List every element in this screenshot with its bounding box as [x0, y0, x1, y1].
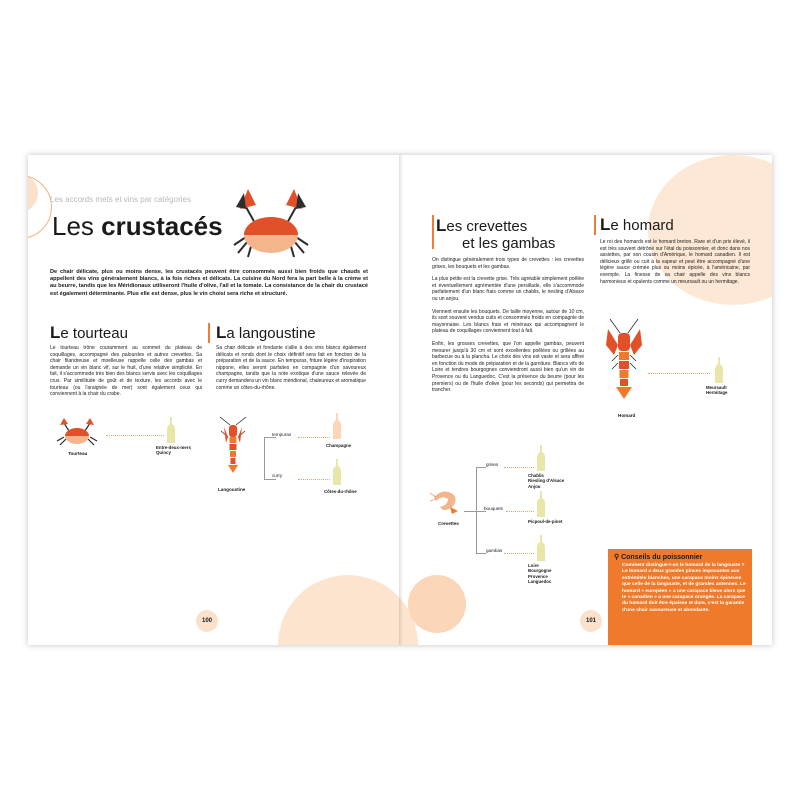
conseils-title: ⚲ Conseils du poissonnier — [614, 554, 703, 561]
tourteau-wines — [156, 445, 191, 456]
wine-item: Entre-deux-mers — [156, 445, 191, 450]
page-number-left: 100 — [196, 610, 218, 632]
crevettes-connector-3 — [504, 553, 534, 554]
crevettes-paragraph: La plus petite est la crevette grise. Très agréable simplement poêlée et éventuellement agrémentée d'une persillade, elle s'accommode parfaitement d'un blanc frais comme un chablis, le riesling d'Alsace ou un anjou. — [432, 276, 584, 302]
bottle-icon — [536, 445, 546, 471]
decor-ring-top-left — [28, 175, 52, 239]
crevettes-branch-grises: grises — [486, 462, 499, 467]
bottle-icon — [332, 413, 342, 439]
page-title-bold: crustacés — [101, 211, 223, 241]
decor-circle-bottom-center — [278, 575, 418, 645]
langoustine-icon — [218, 417, 248, 483]
shrimp-icon — [430, 487, 460, 517]
crab-illustration — [226, 185, 316, 261]
langoustine-connector-1 — [298, 437, 330, 438]
intro-text: De chair délicate, plus ou moins dense, les crustacés peuvent être consommés aussi bien froids que chauds et appellent des vins généralement blancs, à la fois riches et délicats. La cuisine du Nord fera la part belle à la crème et au beurre, tandis que les Méridionaux utiliseront l'huile d'olive, l'ail et la tomate. La consistance de la chair du crustacé est également déterminante. Plus elle est dense, plus le vin choisi sera riche et structuré. — [50, 269, 368, 297]
crevettes-wines-grises: Chablis Riesling d'Alsace Anjou — [528, 473, 565, 489]
tourteau-heading: Le tourteau — [50, 323, 128, 342]
crevettes-branch-gambas: gambas — [486, 548, 503, 553]
bottle-icon — [166, 417, 176, 443]
crevettes-connector-1 — [504, 467, 534, 468]
langoustine-heading: La langoustine — [216, 323, 316, 342]
decor-circle-bottom-center-2 — [408, 575, 466, 633]
langoustine-label: Langoustine — [218, 487, 246, 492]
crevettes-branch-vertical — [476, 467, 477, 553]
langoustine-branch-top — [264, 437, 276, 438]
conseils-box — [608, 549, 752, 645]
crevettes-branch-top — [476, 467, 486, 468]
crevettes-branch-bouquets: bouquets — [484, 506, 503, 511]
tourteau-connector — [106, 435, 164, 436]
homard-label: Homard — [618, 413, 636, 418]
lobster-icon — [604, 319, 644, 409]
bottle-icon — [714, 357, 724, 383]
bottle-icon — [536, 491, 546, 517]
crevettes-paragraph: Enfin, les grosses crevettes, que l'on appelle gambas, peuvent mesurer jusqu'à 30 cm et sont excellentes poêlées ou grillées au barbecue ou à la plancha. Le choix des vins est vaste et sera affiné en fonction du mode de préparation et de la garniture. Blancs vifs de Loire et tendres bourgognes conviendront aussi bien qu'un vin de Provence ou du Languedoc. C'est la présence du beurre (pour les premiers) ou de l'huile d'olive (pour les seconds) qui permettra de trancher. — [432, 340, 584, 394]
langoustine-branch-tempuras: tempuras — [272, 432, 292, 437]
homard-body: Le roi des homards est le homard breton. Rare et d'un prix élevé, il est très souvent détrôné sur l'étal du poissonnier, et donc dans nos assiettes, par son cousin d'Amérique, le homard canadien. Il est délicieux grillé ou cuit à la vapeur et peut être accompagné d'une légère sauce crémée plus ou moins épicée, à l'américaine, par exemple. La finesse de sa chair appelle des vins blancs harmonieux et opulents comme un meursault ou un hermitage. — [600, 239, 750, 285]
wine-item: Quincy — [156, 450, 171, 456]
crevettes-paragraph: Viennent ensuite les bouquets. De taille moyenne, autour de 10 cm, ils sont souvent vendus cuits et consommés froids en compagnie de mayonnaise. Les blancs frais et minéraux qui accompagnent le plateau de coquillages conviennent tout à fait. — [432, 308, 584, 335]
langoustine-wine-2: Côtes-du-rhône — [324, 489, 357, 494]
conseils-body: Comment distingue-t-on le homard de la langouste ? Le homard a deux grandes pinces imposantes aux extrémités blanches, une carapace moins épineuse que celle de la langouste, et de grandes antennes. Le homard « européen » a une carapace bleue alors que le « canadien » a une carapace orangée. La carapace du homard doit être épaisse et dure, c'est la garantie d'une chair savoureuse et abondante. — [622, 563, 746, 613]
crevettes-body — [432, 257, 584, 394]
langoustine-rule — [208, 323, 210, 343]
tourteau-body: Le tourteau trône couramment au sommet du plateau de coquillages, accompagné des palourdes et autres crevettes. Sa chair filandreuse et moelleuse rappelle celle des gambas et demande un vin blanc vif, sur le fruit, d'une relative simplicité. En fait, il s'accommode très bien des blancs servis avec les coquillages crus. Par similitude de goût et de texture, les accords avec le tourteau (ou l'araignée de mer) sont également ceux qui conviennent à la chair du crabe. — [50, 345, 202, 398]
langoustine-branch-bottom — [264, 479, 276, 480]
homard-rule — [594, 215, 596, 235]
crevettes-heading: Les crevettes et les gambas — [436, 216, 556, 252]
langoustine-connector-2 — [298, 479, 330, 480]
crevettes-wines-bouquets: Picpoul-de-pinet — [528, 519, 563, 524]
page-title-prefix: Les — [52, 211, 102, 241]
page-title — [52, 211, 223, 241]
bottle-icon — [536, 535, 546, 561]
homard-connector — [648, 373, 710, 374]
book-spread — [28, 155, 772, 645]
tourteau-icon — [54, 417, 100, 447]
kicker: Les accords mets et vins par catégories — [50, 195, 191, 204]
crevettes-branch-mid — [464, 511, 486, 512]
langoustine-branch-vertical — [264, 437, 265, 479]
magnifier-icon: ⚲ — [614, 554, 620, 561]
book-gutter — [399, 155, 403, 645]
langoustine-body: Sa chair délicate et fondante s'allie à des vins blancs également délicats et ronds dont le choix définitif sera fait en fonction de la préparation et de la sauce. En tempuras, friture légère d'inspiration nippone, elles seront parfaites en compagnie d'un savoureux champagne, tandis que la note exotique d'une sauce relevée de curry demandera un vin blanc méridional, chaleureux et aromatique comme un côtes-du-rhône. — [216, 345, 366, 391]
bottle-icon — [332, 459, 342, 485]
crevettes-paragraph: On distingue généralement trois types de crevettes : les crevettes grises, les bouquets et les gambas. — [432, 257, 584, 270]
tourteau-label: Tourteau — [68, 451, 88, 456]
crevettes-rule — [432, 215, 434, 249]
homard-wines: Meursault Hermitage — [706, 385, 728, 396]
page-number-right: 101 — [580, 610, 602, 632]
crevettes-branch-bottom — [476, 553, 486, 554]
crevettes-connector-2 — [506, 511, 534, 512]
crevettes-label: Crevettes — [438, 521, 459, 526]
langoustine-branch-curry: curry — [272, 473, 283, 478]
langoustine-wine-1: Champagne — [326, 443, 352, 448]
homard-heading: Le homard — [600, 215, 674, 234]
crevettes-wines-gambas: Loire Bourgogne Provence Languedoc — [528, 563, 552, 585]
